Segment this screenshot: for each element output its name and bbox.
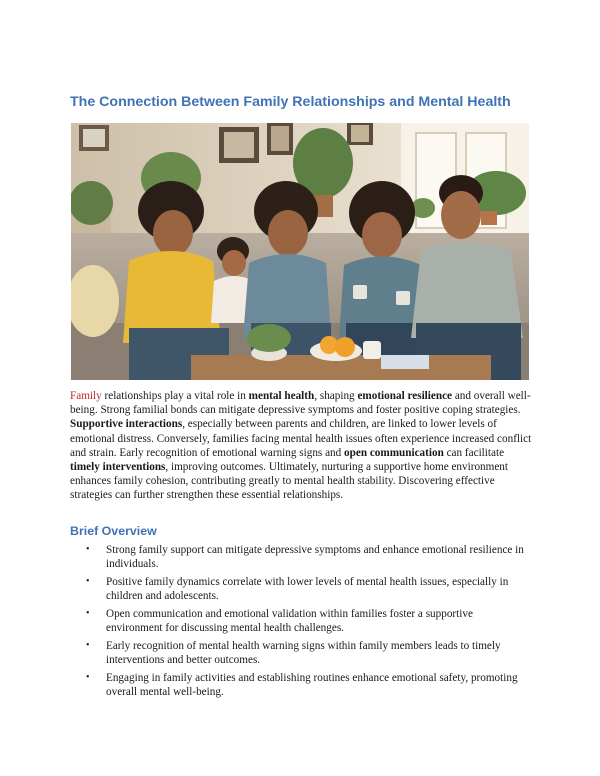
list-item-text: Open communication and emotional validation within families foster a supportive environment for discussing mental health challenges. bbox=[106, 608, 473, 634]
family-photo-icon bbox=[71, 123, 529, 380]
intro-segment: Family bbox=[70, 390, 102, 402]
intro-segment: and overall well-being. Strong familial bonds can mitigate depressive symptoms and foster positive coping strategies. bbox=[70, 390, 531, 417]
list-item-text: Strong family support can mitigate depressive symptoms and enhance emotional resilience in individuals. bbox=[106, 544, 524, 570]
intro-segment-bold: mental health bbox=[248, 390, 315, 402]
list-item bbox=[86, 639, 526, 667]
bullet-icon: • bbox=[86, 608, 90, 619]
hero-image bbox=[71, 123, 529, 380]
list-item-text: Engaging in family activities and establishing routines enhance emotional safety, promoting overall mental well-being. bbox=[106, 672, 518, 698]
bullet-icon: • bbox=[86, 544, 90, 555]
intro-segment-bold: timely interventions bbox=[70, 461, 166, 474]
intro-segment: , shaping bbox=[314, 390, 358, 402]
list-item bbox=[86, 575, 526, 603]
intro-segment: , improving outcomes. Ultimately, nurturing a supportive home environment enhances family cohesion, contributing greatly to mental health stability. Discovering effective strategies can further strengthen these essential relationships. bbox=[70, 461, 508, 502]
list-item-text: Positive family dynamics correlate with lower levels of mental health issues, especially in children and adolescents. bbox=[106, 576, 509, 602]
list-item-text: Early recognition of mental health warning signs within family members leads to timely interventions and better outcomes. bbox=[106, 640, 501, 666]
intro-segment: , especially between parents and children, are linked to lower levels of emotional distress. Conversely, families facing mental health issues often experience increased conflict and strain. Early recognition of emotional warning signs and bbox=[70, 418, 532, 459]
list-item bbox=[86, 607, 526, 635]
bullet-icon: • bbox=[86, 640, 90, 651]
list-item bbox=[86, 671, 526, 699]
overview-heading: Brief Overview bbox=[70, 524, 157, 538]
intro-segment-bold: emotional resilience bbox=[357, 390, 453, 402]
page-title: The Connection Between Family Relationships and Mental Health bbox=[70, 94, 511, 110]
overview-list bbox=[86, 543, 526, 703]
intro-segment-bold: Supportive interactions bbox=[70, 418, 183, 431]
intro-segment: can facilitate bbox=[443, 446, 505, 459]
bullet-icon: • bbox=[86, 672, 90, 683]
bullet-icon: • bbox=[86, 576, 90, 587]
intro-paragraph bbox=[70, 389, 532, 503]
intro-segment: relationships play a vital role in bbox=[101, 390, 249, 402]
intro-segment-bold: open communication bbox=[344, 446, 444, 459]
list-item bbox=[86, 543, 526, 571]
